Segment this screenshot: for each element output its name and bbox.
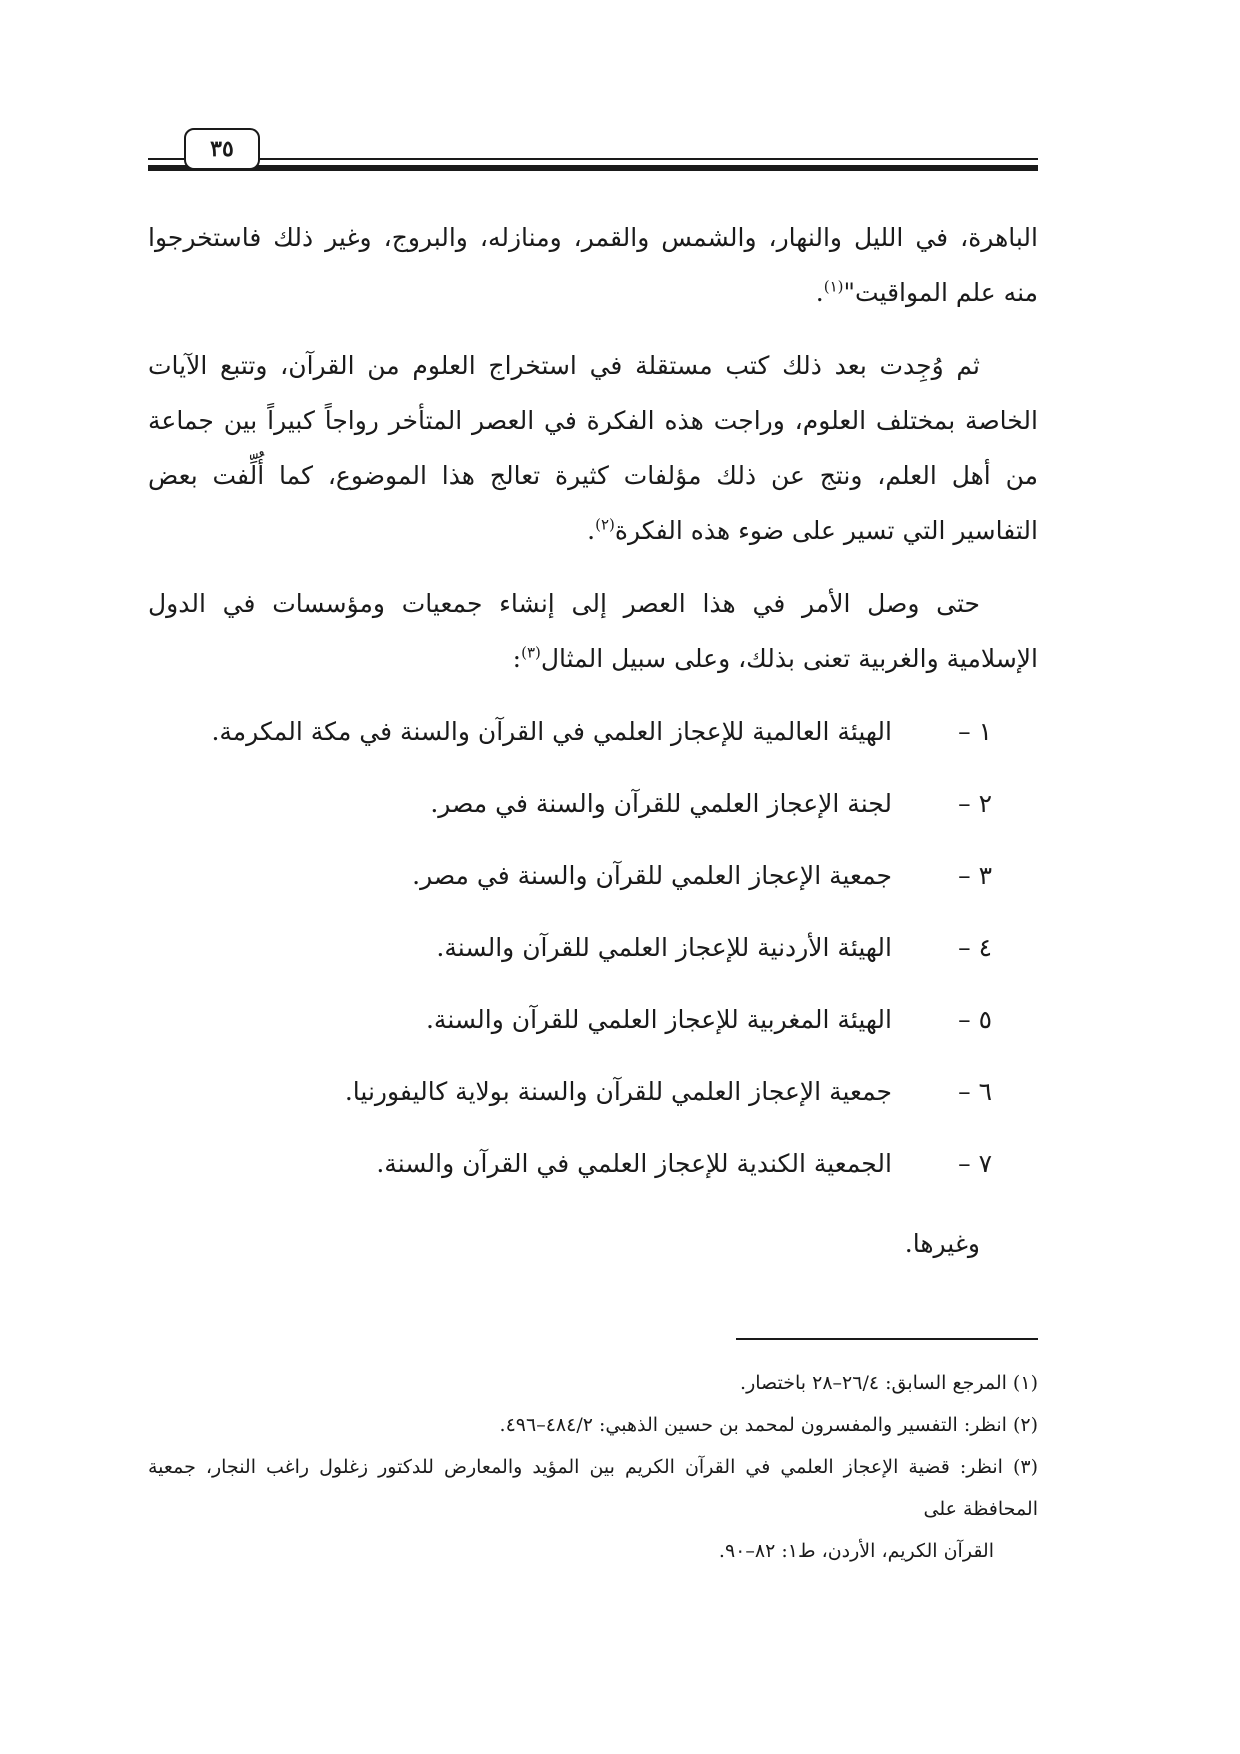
footnote: (٣) انظر: قضية الإعجاز العلمي في القرآن الكريم بين المؤيد والمعارض للدكتور زغلول راغب النجار، جمعية المحافظة على: [148, 1456, 1038, 1520]
organizations-list: [148, 704, 1038, 1208]
footnote-ref: (٢): [595, 515, 615, 534]
list-item-number: ٧ –: [958, 1149, 992, 1178]
list-item-text: الهيئة الأردنية للإعجاز العلمي للقرآن والسنة.: [436, 933, 892, 962]
list-item-number: ٢ –: [958, 789, 992, 818]
list-item: [148, 776, 1038, 848]
list-item: [148, 920, 1038, 992]
list-item-text: جمعية الإعجاز العلمي للقرآن والسنة في مصر.: [412, 861, 892, 890]
footnotes: [148, 1362, 1038, 1572]
list-item: [148, 1136, 1038, 1208]
paragraph: [148, 576, 1038, 686]
list-item: [148, 848, 1038, 920]
list-item-number: ١ –: [958, 717, 992, 746]
list-item: [148, 1064, 1038, 1136]
paragraph: [148, 338, 1038, 558]
paragraph-tail: .: [587, 516, 596, 545]
footnote-ref: (٣): [521, 643, 541, 662]
header-rule-thin: [148, 158, 1038, 160]
list-item-number: ٤ –: [958, 933, 992, 962]
paragraph-tail: :: [512, 644, 522, 673]
list-item-number: ٣ –: [958, 861, 992, 890]
list-item-text: لجنة الإعجاز العلمي للقرآن والسنة في مصر.: [430, 789, 892, 818]
page-number: ٣٥: [184, 128, 260, 170]
list-item-text: الهيئة المغربية للإعجاز العلمي للقرآن والسنة.: [425, 1005, 892, 1034]
list-item-text: الهيئة العالمية للإعجاز العلمي في القرآن والسنة في مكة المكرمة.: [211, 717, 892, 746]
list-item-text: جمعية الإعجاز العلمي للقرآن والسنة بولاية كاليفورنيا.: [344, 1077, 892, 1106]
paragraph-continuation: [148, 210, 1038, 320]
paragraph-tail: .: [815, 278, 824, 307]
paragraph-text: ثم وُجِدت بعد ذلك كتب مستقلة في استخراج العلوم من القرآن، وتتبع الآيات الخاصة بمختلف العلوم، وراجت هذه الفكرة في العصر المتأخر رواجاً كبيراً بين جماعة من أهل العلم، ونتج عن ذلك مؤلفات كثيرة تعالج هذا الموضوع، كما أُلِّفت بعض التفاسير التي تسير على ضوء هذه الفكرة: [148, 351, 1038, 545]
list-item-number: ٦ –: [958, 1077, 992, 1106]
header-rule-thick: [148, 165, 1038, 171]
footnote-separator: [736, 1338, 1038, 1340]
paragraph-text: حتى وصل الأمر في هذا العصر إلى إنشاء جمعيات ومؤسسات في الدول الإسلامية والغربية تعنى بذلك، وعلى سبيل المثال: [148, 589, 1038, 673]
main-text: [148, 210, 1038, 1289]
list-item: [148, 992, 1038, 1064]
footnote: (١) المرجع السابق: ٢٦/٤–٢٨ باختصار.: [740, 1372, 1038, 1394]
footnote-continuation: القرآن الكريم، الأردن، ط١: ٨٢–٩٠.: [718, 1540, 994, 1562]
list-item-text: الجمعية الكندية للإعجاز العلمي في القرآن والسنة.: [376, 1149, 892, 1178]
paragraph-text: الباهرة، في الليل والنهار، والشمس والقمر، ومنازله، والبروج، وغير ذلك فاستخرجوا منه علم المواقيت": [148, 223, 1038, 307]
page-header: [148, 128, 1038, 170]
footnote: (٢) انظر: التفسير والمفسرون لمحمد بن حسين الذهبي: ٤٨٤/٢–٤٩٦.: [499, 1414, 1038, 1436]
footnote-ref: (١): [823, 277, 844, 296]
list-item-number: ٥ –: [958, 1005, 992, 1034]
list-item: [148, 704, 1038, 776]
closing-text: وغيرها.: [904, 1229, 980, 1258]
